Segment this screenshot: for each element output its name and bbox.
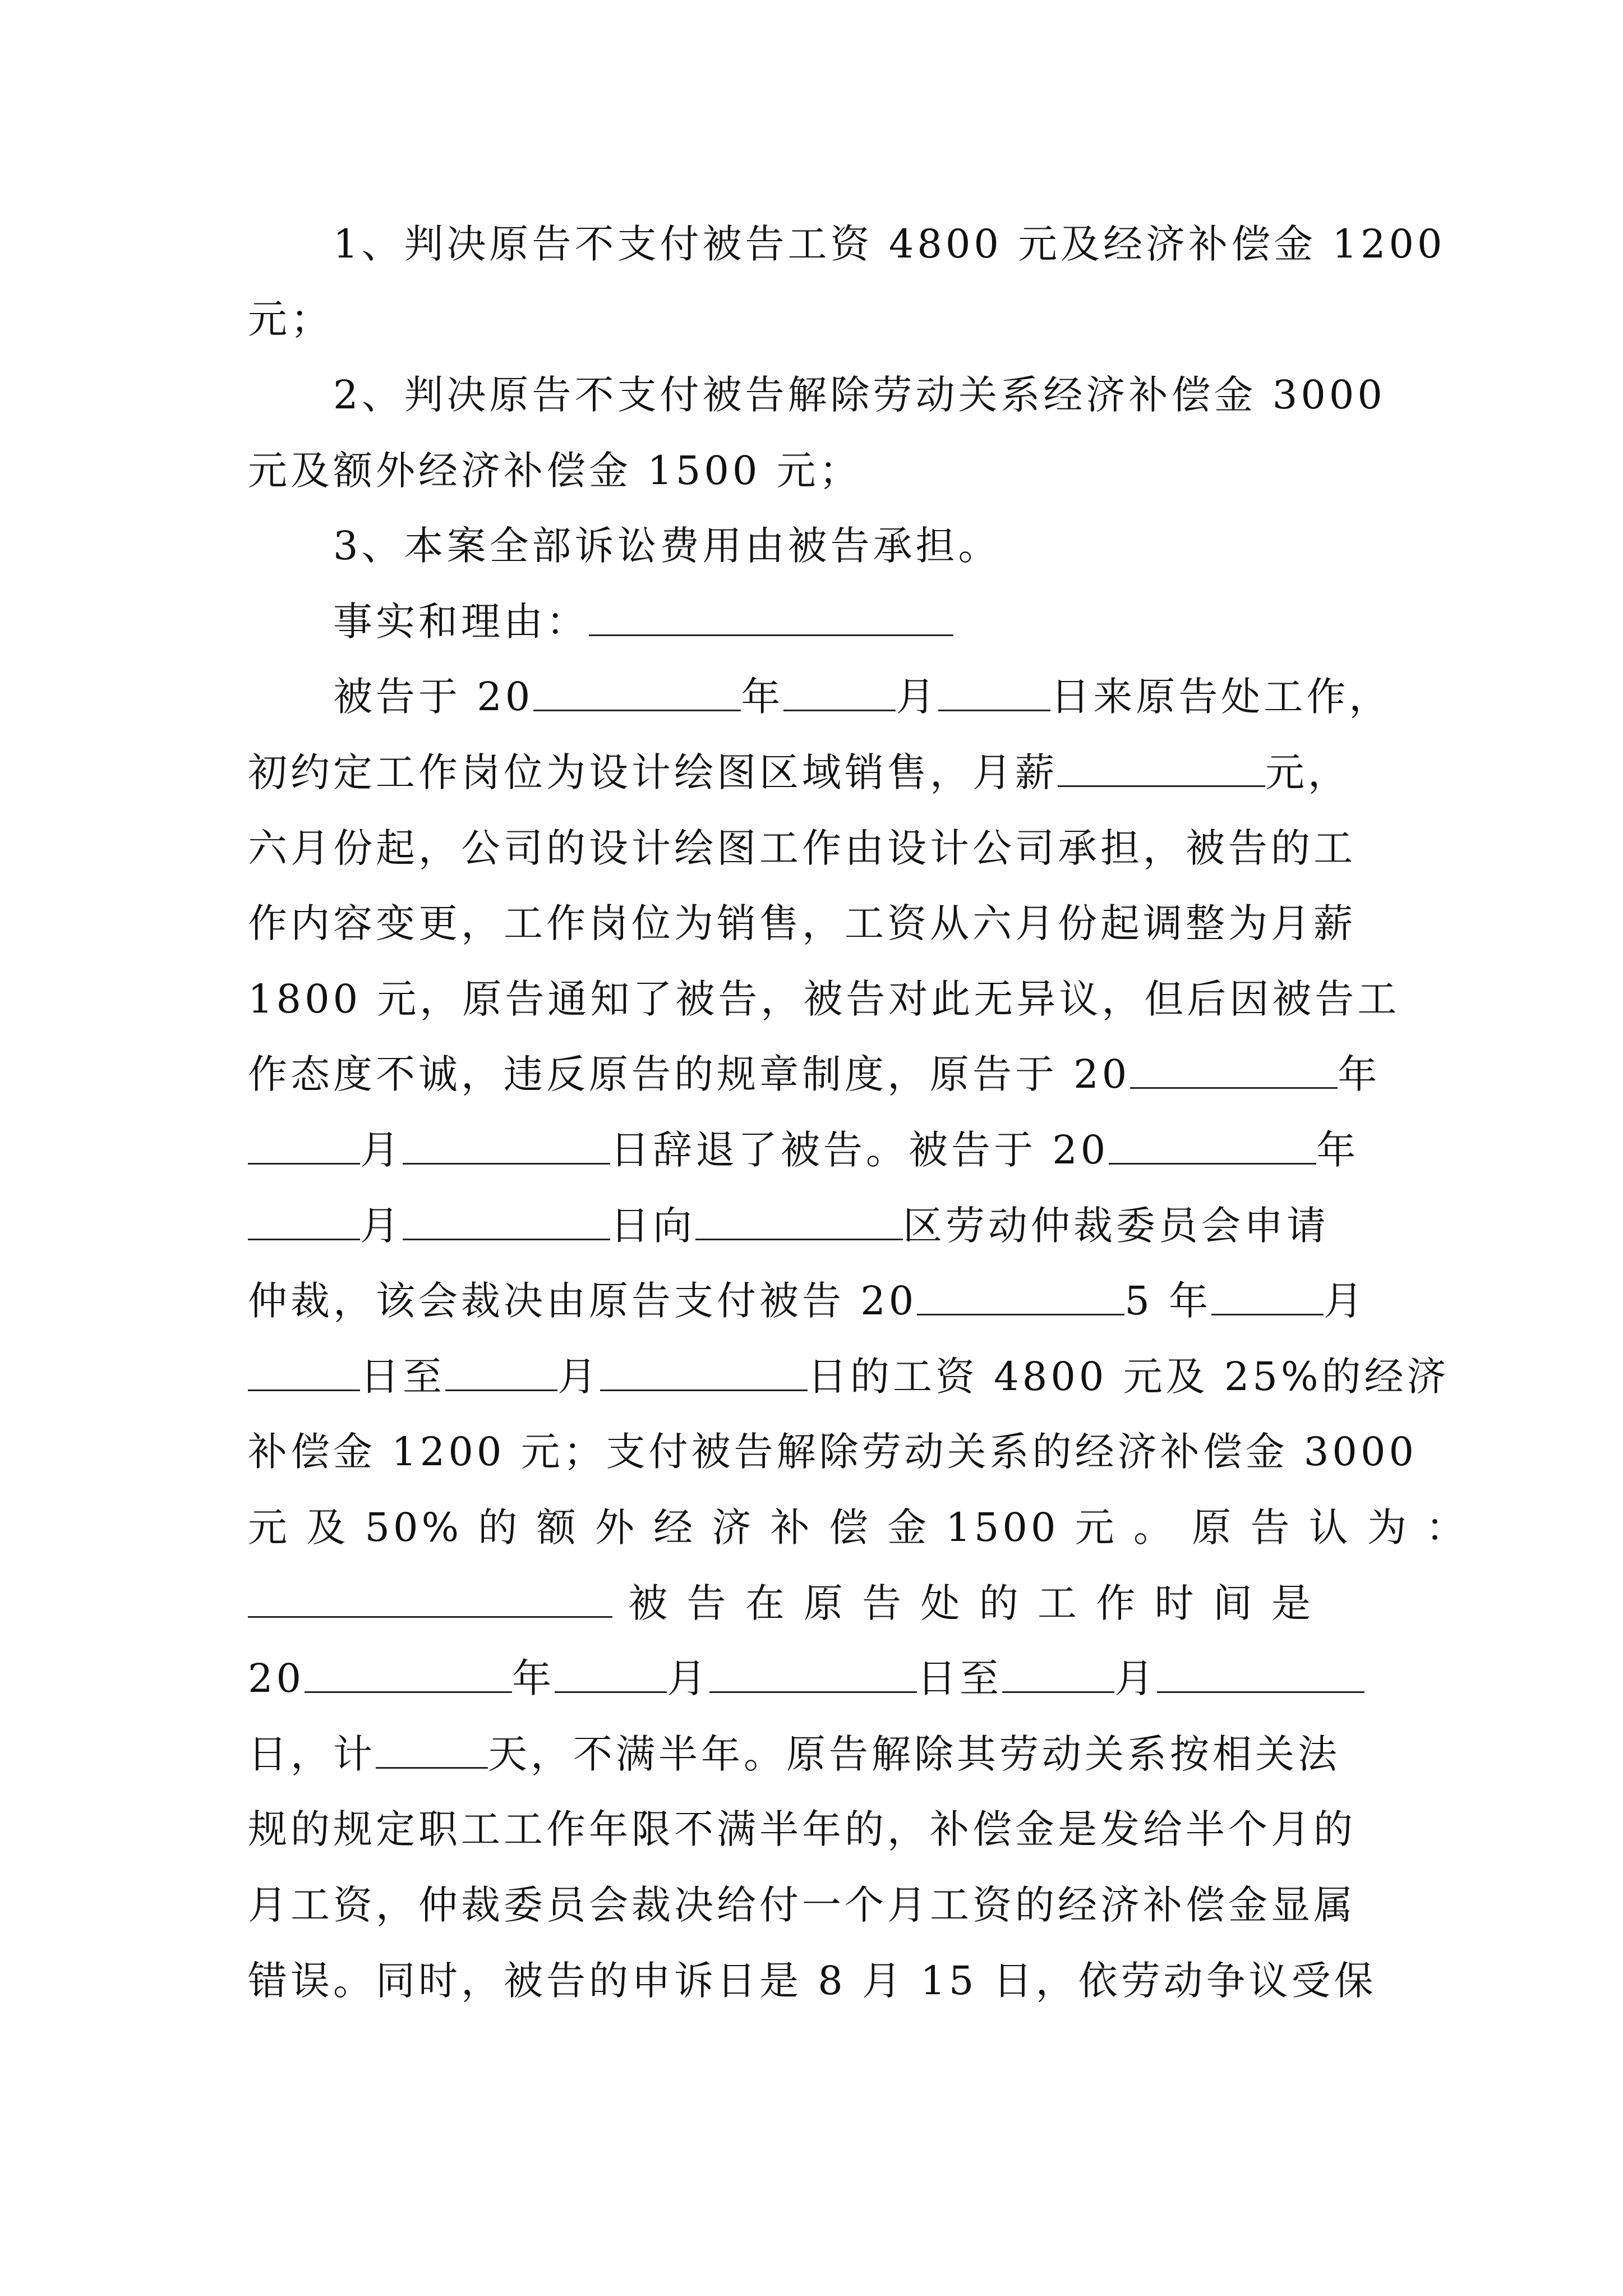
blank-field [1211,1280,1324,1315]
clause-2-line-2: 元及额外经济补偿金 1500 元； [248,448,862,494]
blank-field [709,1658,917,1693]
blank-field [403,1129,610,1165]
blank-field [1058,752,1265,787]
clause-1-line-1: 1、判决原告不支付被告工资 4800 元及经济补偿金 1200 [248,221,1446,267]
body-line-4: 作内容变更，工作岗位为销售，工资从六月份起调整为月薪 [248,900,1356,946]
body-line-6: 作态度不诚，违反原告的规章制度，原告于 20 年 [248,1051,1381,1097]
blank-field [305,1658,512,1693]
body-line-17: 月工资，仲裁委员会裁决给付一个月工资的经济补偿金显属 [248,1882,1356,1928]
blank-field [248,1582,612,1618]
body-line-5: 1800 元，原告通知了被告，被告对此无异议，但后因被告工 [248,976,1400,1022]
body-line-18: 错误。同时，被告的申诉日是 8 月 15 日，依劳动争议受保 [248,1958,1377,2004]
blank-field [555,1658,667,1693]
blank-field [600,1356,808,1391]
blank-field [445,1356,557,1391]
blank-field [248,1356,360,1391]
body-line-9: 仲裁，该会裁决由原告支付被告 20 5 年 月 [248,1278,1367,1324]
body-line-7: 月 日辞退了被告。被告于 20 年 [248,1122,1392,1178]
blank-field [695,1205,903,1240]
blank-field [1109,1129,1316,1165]
clause-1-line-2: 元； [248,296,333,342]
blank-field [938,676,1050,711]
body-line-12: 元 及 50% 的 额 外 经 济 补 偿 金 1500 元 。 原 告 认 为 ： [248,1504,1469,1550]
blank-field [248,1205,360,1240]
blank-field [248,1129,360,1165]
body-line-10: 日至 月 日的工资 4800 元及 25%的经济 [248,1349,1392,1405]
body-line-11: 补偿金 1200 元；支付被告解除劳动关系的经济补偿金 3000 [248,1429,1418,1475]
body-line-2: 初约定工作岗位为设计绘图区域销售，月薪 元， [248,749,1350,795]
blank-field [533,676,741,711]
blank-field [403,1205,610,1240]
blank-field [1130,1053,1338,1089]
body-line-8: 月 日向 区劳动仲裁委员会申请 [248,1198,1392,1254]
blank-field [376,1733,488,1769]
body-line-1: 被告于 20 年 月 日来原告处工作， [248,674,1392,720]
body-line-13: 被 告 在 原 告 处 的 工 作 时 间 是 [248,1575,1392,1631]
clause-3-line: 3、本案全部诉讼费用由被告承担。 [248,523,1001,569]
body-line-3: 六月份起，公司的设计绘图工作由设计公司承担，被告的工 [248,825,1356,871]
body-line-14: 20 年 月 日至 月 [248,1650,1392,1706]
blank-field [917,1280,1124,1315]
clause-2-line-1: 2、判决原告不支付被告解除劳动关系经济补偿金 3000 [248,372,1386,418]
body-line-16: 规的规定职工工作年限不满半年的，补偿金是发给半个月的 [248,1806,1356,1852]
blank-field [589,601,953,636]
body-line-15: 日，计 天，不满半年。原告解除其劳动关系按相关法 [248,1731,1340,1777]
blank-field [1002,1658,1114,1693]
blank-field [1157,1658,1364,1693]
blank-field [783,676,896,711]
facts-heading: 事实和理由： [248,593,1392,650]
